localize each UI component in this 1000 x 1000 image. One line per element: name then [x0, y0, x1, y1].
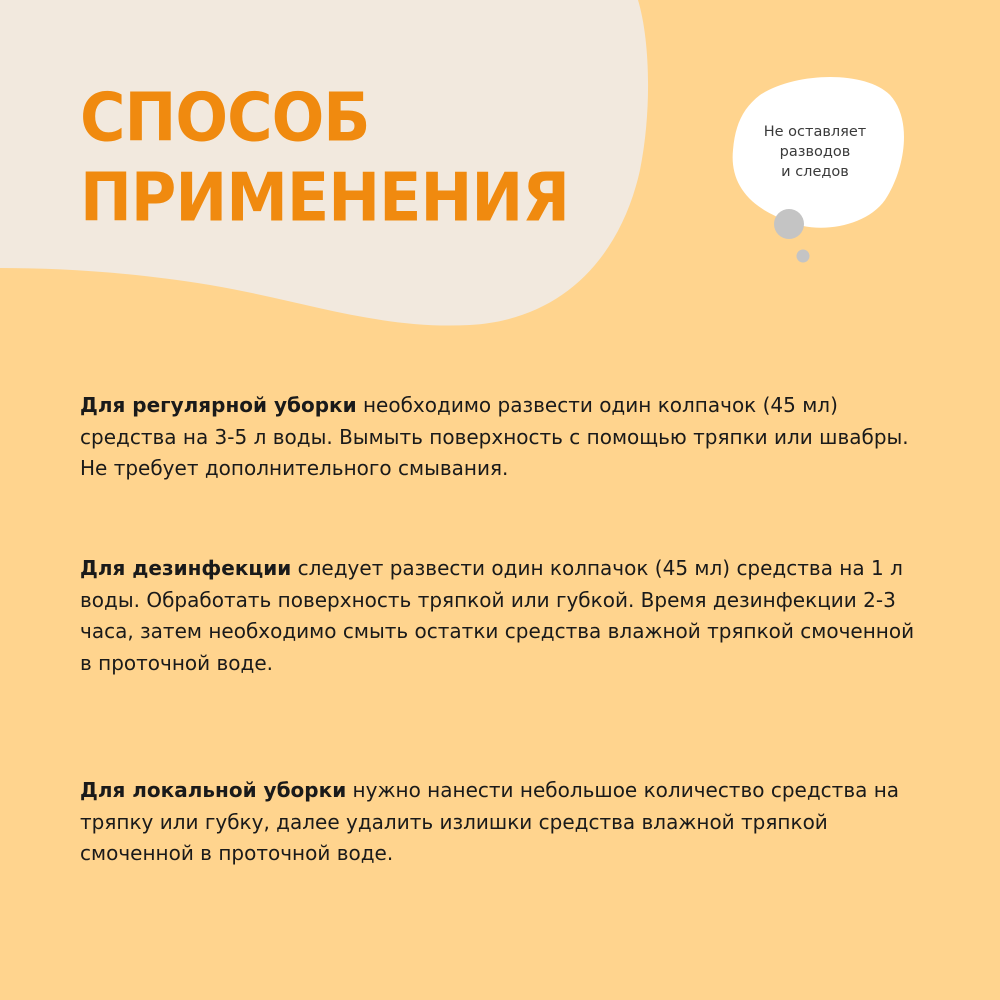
speech-bubble [715, 70, 915, 270]
title-line-1: СПОСОБ [80, 78, 370, 157]
paragraph-heading: Для дезинфекции [80, 556, 292, 580]
paragraph-body: нужно нанести небольшое количество средства на тряпку или губку, далее удалить излишки средства влажной тряпкой смоченной в проточной воде. [80, 778, 900, 865]
paragraph-heading: Для локальной уборки [80, 778, 347, 802]
bubble-line-3: и следов [781, 164, 849, 180]
paragraph-disinfection [80, 553, 920, 679]
paragraph-body: следует развести один колпачок (45 мл) средства на 1 л воды. Обработать поверхность тряпкой или губкой. Время дезинфекции 2-3 часа, затем необходимо смыть остатки средства влажной тряпкой смоченной в проточной воде. [80, 556, 915, 675]
bubble-line-2: разводов [779, 144, 851, 160]
paragraph-body: необходимо развести один колпачок (45 мл) средства на 3-5 л воды. Вымыть поверхность с помощью тряпки или швабры. Не требует дополнительного смывания. [80, 393, 909, 480]
page-title [80, 78, 569, 238]
title-line-2: ПРИМЕНЕНИЯ [80, 157, 570, 237]
bubble-line-1: Не оставляет [763, 124, 867, 140]
paragraph-regular-cleaning [80, 390, 920, 485]
paragraph-heading: Для регулярной уборки [80, 393, 357, 417]
paragraph-local-cleaning [80, 775, 920, 870]
